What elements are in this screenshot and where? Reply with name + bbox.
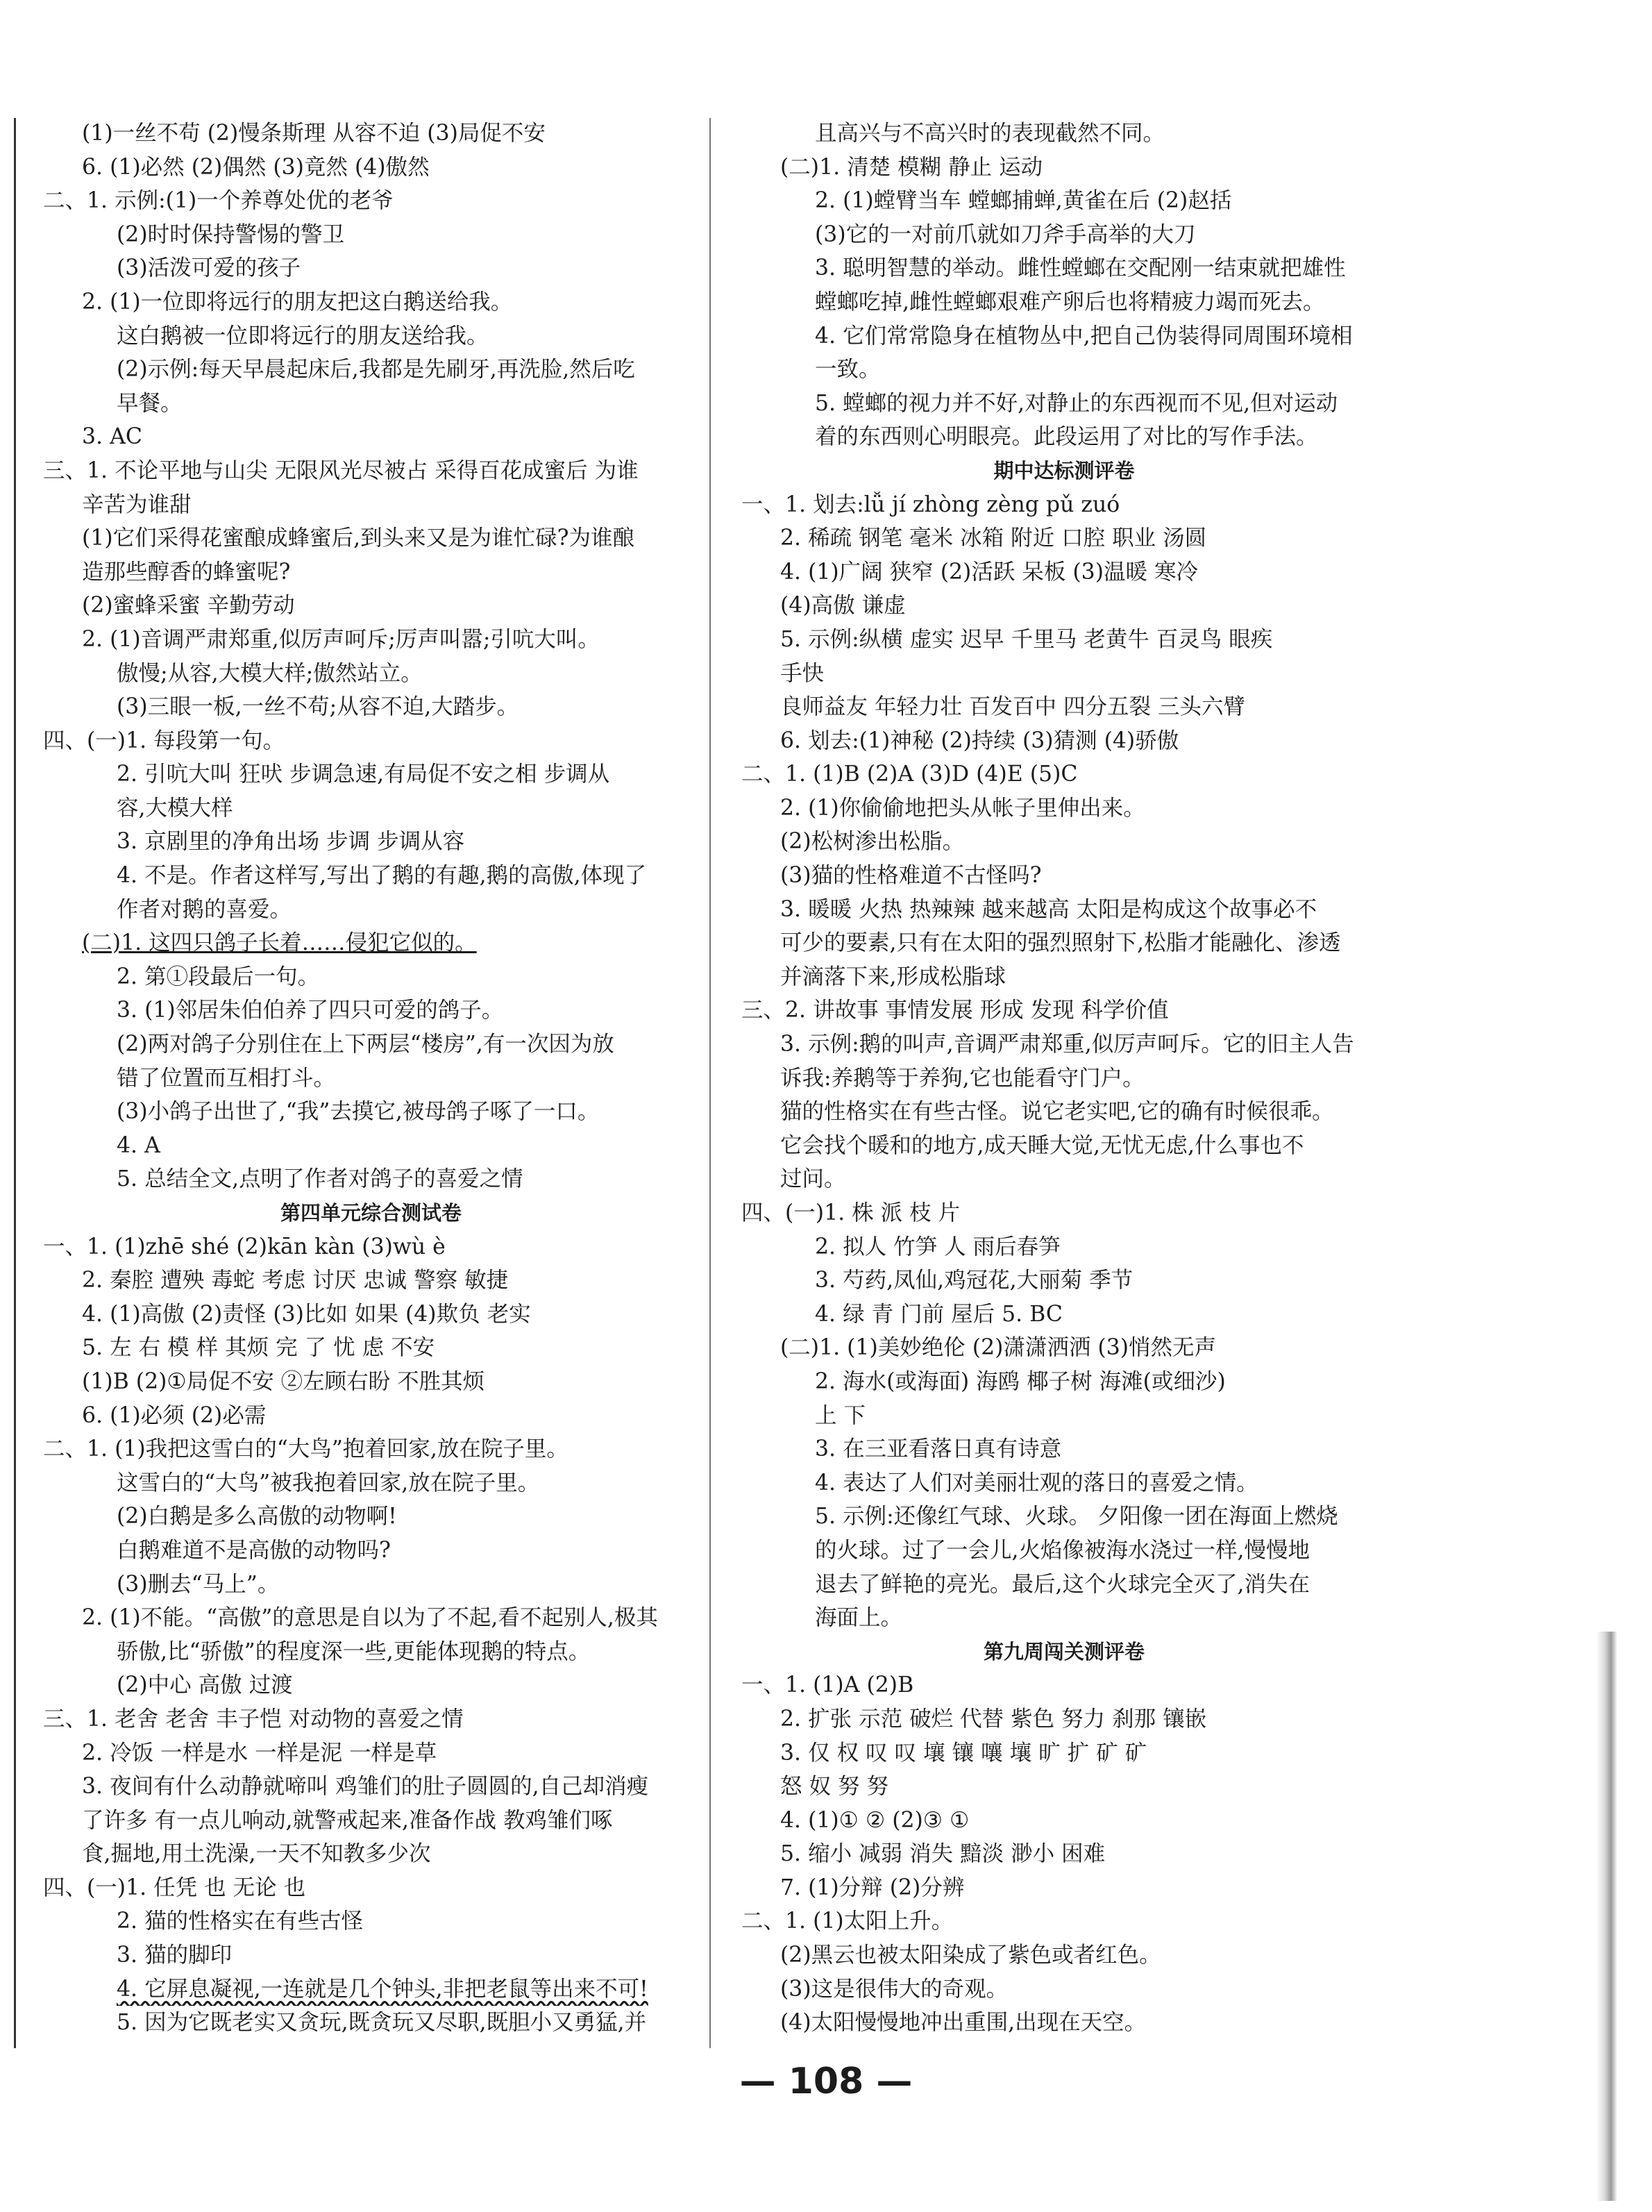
answer-text: (1)B (2)①局促不安 ②左顾右盼 不胜其烦 — [82, 1368, 485, 1394]
answer-line — [741, 555, 1387, 589]
answer-line — [741, 1264, 1387, 1298]
answer-line — [43, 724, 699, 758]
answer-text: 4. 它们常常隐身在植物丛中,把自己伪装得同周围环境相 — [815, 323, 1353, 349]
answer-text: 二、1. (1)太阳上升。 — [741, 1909, 954, 1934]
answer-text: 2. 第①段最后一句。 — [117, 964, 320, 989]
answer-line — [43, 1534, 699, 1568]
answer-line — [43, 555, 699, 589]
answer-text: 可少的要素,只有在太阳的强烈照射下,松脂才能融化、渗透 — [780, 930, 1341, 956]
answer-text: 错了位置而互相打斗。 — [117, 1065, 336, 1091]
answer-line — [741, 1837, 1387, 1871]
answer-line — [43, 690, 699, 724]
answer-text: (2)白鹅是多么高傲的动物啊! — [117, 1504, 397, 1530]
answer-line — [741, 690, 1387, 724]
answer-text: 2. 引吭大叫 狂吠 步调急速,有局促不安之相 步调从 — [117, 762, 610, 787]
answer-text: 四、(一)1. 株 派 枝 片 — [741, 1200, 961, 1225]
answer-text: 3. AC — [82, 424, 142, 450]
answer-text: (3)这是很伟大的奇观。 — [780, 1976, 1009, 2002]
answer-line — [43, 521, 699, 555]
answer-text: 6. 划去:(1)神秘 (2)持续 (3)猜测 (4)骄傲 — [780, 728, 1179, 753]
answer-text: (3)三眼一板,一丝不苟;从容不迫,大踏步。 — [117, 694, 519, 720]
answer-line — [43, 2006, 699, 2040]
answer-text: (1)它们采得花蜜酿成蜂蜜后,到头来又是为谁忙碌?为谁酿 — [82, 526, 635, 551]
answer-text: (二)1. 清楚 模糊 静止 运动 — [780, 154, 1043, 180]
answer-line — [741, 960, 1387, 994]
answer-text: 猫的性格实在有些古怪。说它老实吧,它的确有时候很乖。 — [780, 1099, 1334, 1125]
answer-line — [43, 1972, 699, 2006]
answer-text: (2)松树渗出松脂。 — [780, 829, 965, 855]
answer-line — [43, 757, 699, 791]
answer-line — [741, 1062, 1387, 1096]
answer-text: 5. 示例:纵横 虚实 迟早 千里马 老黄牛 百灵鸟 眼疾 — [780, 626, 1273, 652]
answer-line — [741, 724, 1387, 758]
answer-text: (2)中心 高傲 过渡 — [117, 1673, 293, 1698]
answer-text: 的火球。过了一会儿,火焰像被海水浇过一样,慢慢地 — [815, 1537, 1310, 1563]
answer-line — [43, 251, 699, 285]
answer-text: (2)时时保持警惕的警卫 — [117, 221, 345, 247]
answer-line — [43, 353, 699, 387]
answer-text: 5. 左 右 模 样 其烦 完 了 忧 虑 不安 — [82, 1335, 435, 1361]
answer-line — [43, 1871, 699, 1905]
answer-text: 4. 表达了人们对美丽壮观的落日的喜爱之情。 — [815, 1470, 1258, 1495]
answer-text: 4. 它屏息凝视,一连就是几个钟头,非把老鼠等出来不可! — [117, 1976, 648, 2002]
answer-text: 二、1. (1)B (2)A (3)D (4)E (5)C — [741, 762, 1078, 787]
answer-text: 4. 不是。作者这样写,写出了鹅的有趣,鹅的高傲,体现了 — [117, 863, 647, 889]
answer-text: 3. 聪明智慧的举动。雌性螳螂在交配刚一结束就把雄性 — [815, 255, 1346, 281]
answer-text: 3. 芍药,凤仙,鸡冠花,大丽菊 季节 — [815, 1268, 1133, 1293]
answer-line — [741, 1938, 1387, 1972]
answer-text: 三、2. 讲故事 事情发展 形成 发现 科学价值 — [741, 998, 1169, 1023]
section-heading — [43, 1196, 699, 1230]
answer-line — [741, 1162, 1387, 1196]
answer-line — [43, 1601, 699, 1635]
answer-text: 良师益友 年轻力壮 百发百中 四分五裂 三头六臂 — [780, 694, 1246, 720]
answer-text: (3)删去“马上”。 — [117, 1571, 280, 1597]
answer-text: 4. (1)高傲 (2)责怪 (3)比如 如果 (4)欺负 老实 — [82, 1301, 531, 1327]
answer-text: 怒 奴 努 努 — [780, 1774, 889, 1800]
answer-text: 三、1. 老舍 老舍 丰子恺 对动物的喜爱之情 — [43, 1706, 464, 1732]
answer-line — [43, 1365, 699, 1399]
answer-line — [741, 353, 1387, 387]
answer-line — [43, 1432, 699, 1466]
answer-text: 二、1. (1)我把这雪白的“大鸟”抱着回家,放在院子里。 — [43, 1436, 568, 1462]
answer-text: 2. (1)一位即将远行的朋友把这白鹅送给我。 — [82, 289, 513, 315]
answer-text: 4. (1)广阔 狭窄 (2)活跃 呆板 (3)温暖 寒冷 — [780, 559, 1198, 585]
answer-line — [43, 1770, 699, 1804]
answer-text: 2. (1)不能。“高傲”的意思是自以为了不起,看不起别人,极其 — [82, 1605, 658, 1631]
answer-line — [741, 791, 1387, 826]
answer-line — [741, 387, 1387, 421]
answer-line — [43, 825, 699, 859]
answer-line — [43, 1668, 699, 1702]
answer-line — [741, 1702, 1387, 1736]
answer-line — [43, 1331, 699, 1365]
answer-line — [43, 1028, 699, 1062]
answer-text: 5. 缩小 减弱 消失 黯淡 渺小 困难 — [780, 1841, 1106, 1867]
answer-line — [43, 454, 699, 488]
answer-text: (3)活泼可爱的孩子 — [117, 255, 301, 281]
answer-text: 三、1. 不论平地与山尖 无限风光尽被占 采得百花成蜜后 为谁 — [43, 458, 639, 483]
answer-text: 四、(一)1. 任凭 也 无论 也 — [43, 1875, 306, 1900]
answer-line — [741, 825, 1387, 859]
answer-text: 一、1. 划去:lǚ jí zhòng zèng pǔ zuó — [741, 492, 1120, 517]
answer-text: 了许多 有一点儿响动,就警戒起来,准备作战 教鸡雏们啄 — [82, 1807, 613, 1833]
answer-line — [741, 1534, 1387, 1568]
answer-line — [741, 657, 1387, 691]
answer-text: (二)1. 这四只鸽子长着……侵犯它似的。 — [82, 930, 477, 956]
answer-line — [43, 1466, 699, 1500]
answer-line — [43, 1264, 699, 1298]
answer-text: 这白鹅被一位即将远行的朋友送给我。 — [117, 323, 489, 349]
answer-text: 5. 示例:还像红气球、火球。 夕阳像一团在海面上燃烧 — [815, 1504, 1338, 1530]
answer-text: 且高兴与不高兴时的表现截然不同。 — [815, 121, 1165, 146]
answer-text: (4)高傲 谦虚 — [780, 593, 906, 619]
answer-line — [43, 1062, 699, 1096]
answer-line — [43, 589, 699, 623]
answer-line — [43, 319, 699, 353]
answer-text: 骄傲,比“骄傲”的程度深一些,更能体现鹅的特点。 — [117, 1639, 591, 1664]
answer-text: 手快 — [780, 660, 825, 686]
scan-edge-shadow — [1596, 1632, 1617, 2201]
answer-text: 3. 暖暖 火热 热辣辣 越来越高 太阳是构成这个故事必不 — [780, 896, 1317, 922]
answer-text: 过问。 — [780, 1166, 846, 1192]
answer-line — [43, 151, 699, 185]
answer-text: 作者对鹅的喜爱。 — [117, 896, 292, 922]
answer-text: 并滴落下来,形成松脂球 — [780, 964, 1006, 989]
answer-text: 4. (1)① ② (2)③ ① — [780, 1807, 970, 1833]
answer-text: 6. (1)必须 (2)必需 — [82, 1402, 267, 1428]
answer-text: 3. 仅 权 叹 叹 壤 镶 嚷 壤 旷 扩 矿 矿 — [780, 1740, 1147, 1766]
answer-text: (1)一丝不苟 (2)慢条斯理 从容不迫 (3)局促不安 — [82, 121, 546, 146]
answer-line — [741, 184, 1387, 218]
answer-line — [741, 1736, 1387, 1770]
answer-text: 7. (1)分辩 (2)分辨 — [780, 1875, 965, 1900]
answer-line — [43, 1938, 699, 1972]
answer-line — [43, 1298, 699, 1332]
answer-text: 3. 示例:鹅的叫声,音调严肃郑重,似厉声呵斥。它的旧主人告 — [780, 1032, 1354, 1057]
answer-text: (2)蜜蜂采蜜 辛勤劳动 — [82, 593, 295, 619]
answer-text: 5. 螳螂的视力并不好,对静止的东西视而不见,但对运动 — [815, 390, 1338, 416]
answer-line — [741, 218, 1387, 252]
section-heading-text: 第四单元综合测试卷 — [280, 1201, 462, 1225]
answer-text: 一、1. (1)zhē shé (2)kān kàn (3)wù è — [43, 1234, 446, 1259]
answer-text: 2. 稀疏 钢笔 毫米 冰箱 附近 口腔 职业 汤圆 — [780, 526, 1207, 551]
answer-text: 3. 京剧里的净角出场 步调 步调从容 — [117, 829, 465, 855]
answer-text: 它会找个暖和的地方,成天睡大觉,无忧无虑,什么事也不 — [780, 1132, 1304, 1158]
answer-line — [741, 1871, 1387, 1905]
answer-line — [741, 1095, 1387, 1129]
answer-line — [43, 1230, 699, 1264]
answer-line — [741, 1196, 1387, 1230]
answer-line — [741, 623, 1387, 657]
column-divider — [709, 118, 711, 2048]
answer-line — [43, 1837, 699, 1871]
answer-text: 3. (1)邻居朱伯伯养了四只可爱的鸽子。 — [117, 998, 504, 1023]
answer-text: (二)1. (1)美妙绝伦 (2)潇潇洒洒 (3)悄然无声 — [780, 1335, 1217, 1361]
answer-text: 2. 海水(或海面) 海鸥 椰子树 海滩(或细沙) — [815, 1368, 1226, 1394]
answer-line — [741, 1331, 1387, 1365]
answer-text: 3. 猫的脚印 — [117, 1943, 233, 1968]
answer-text: 2. (1)音调严肃郑重,似厉声呵斥;厉声叫嚣;引吭大叫。 — [82, 626, 600, 652]
answer-line — [741, 1028, 1387, 1062]
answer-line — [741, 1298, 1387, 1332]
answer-line — [741, 1804, 1387, 1838]
answer-line — [43, 1702, 699, 1736]
answer-line — [43, 1635, 699, 1669]
answer-text: 3. 在三亚看落日真有诗意 — [815, 1436, 1062, 1462]
answer-text: 容,大模大样 — [117, 795, 233, 821]
answer-line — [741, 521, 1387, 555]
answer-line — [741, 1904, 1387, 1938]
answer-text: 这雪白的“大鸟”被我抱着回家,放在院子里。 — [117, 1470, 540, 1495]
answer-text: 2. 猫的性格实在有些古怪 — [117, 1909, 364, 1934]
answer-line — [741, 1668, 1387, 1702]
answer-line — [741, 1365, 1387, 1399]
answer-line — [741, 859, 1387, 893]
page-number: — 108 — — [739, 2061, 913, 2102]
answer-line — [43, 184, 699, 218]
answer-line — [741, 1568, 1387, 1602]
answer-line — [43, 420, 699, 454]
answer-text: 2. (1)你偷偷地把头从帐子里伸出来。 — [780, 795, 1145, 821]
answer-line — [43, 488, 699, 522]
answer-line — [43, 1129, 699, 1163]
answer-line — [43, 1568, 699, 1602]
answer-line — [43, 926, 699, 960]
answer-line — [43, 859, 699, 893]
answer-line — [43, 117, 699, 151]
section-heading — [741, 454, 1387, 488]
answer-text: 白鹅难道不是高傲的动物吗? — [117, 1537, 391, 1563]
page-left-border — [14, 118, 16, 2048]
left-answer-column — [43, 117, 699, 2040]
answer-text: 6. (1)必然 (2)偶然 (3)竟然 (4)傲然 — [82, 154, 430, 180]
answer-text: (4)太阳慢慢地冲出重围,出现在天空。 — [780, 2010, 1147, 2036]
answer-text: 辛苦为谁甜 — [82, 492, 192, 517]
answer-text: (2)两对鸽子分别住在上下两层“楼房”,有一次因为放 — [117, 1032, 614, 1057]
section-heading-text: 期中达标测评卷 — [993, 458, 1135, 483]
answer-text: 4. A — [117, 1132, 160, 1158]
answer-line — [43, 623, 699, 657]
right-answer-column — [741, 117, 1387, 2040]
answer-line — [741, 319, 1387, 353]
answer-text: (3)它的一对前爪就如刀斧手高举的大刀 — [815, 221, 1196, 247]
answer-text: 2. 秦腔 遭殃 毒蛇 考虑 讨厌 忠诚 警察 敏捷 — [82, 1268, 509, 1293]
answer-line — [741, 1432, 1387, 1466]
answer-text: (3)小鸽子出世了,“我”去摸它,被母鸽子啄了一口。 — [117, 1099, 600, 1125]
answer-line — [741, 251, 1387, 285]
answer-line — [43, 994, 699, 1028]
answer-text: 海面上。 — [815, 1605, 903, 1631]
answer-text: (2)示例:每天早晨起床后,我都是先刷牙,再洗脸,然后吃 — [117, 357, 635, 383]
answer-text: 退去了鲜艳的亮光。最后,这个火球完全灭了,消失在 — [815, 1571, 1310, 1597]
answer-line — [43, 387, 699, 421]
answer-text: 2. 冷饭 一样是水 一样是泥 一样是草 — [82, 1740, 437, 1766]
answer-line — [741, 926, 1387, 960]
answer-line — [741, 757, 1387, 791]
answer-text: 早餐。 — [117, 390, 183, 416]
answer-line — [43, 1095, 699, 1129]
answer-line — [43, 1500, 699, 1534]
answer-text: 傲慢;从容,大模大样;傲然站立。 — [117, 660, 423, 686]
answer-line — [741, 117, 1387, 151]
answer-line — [43, 791, 699, 826]
answer-line — [741, 488, 1387, 522]
answer-text: 一致。 — [815, 357, 881, 383]
answer-line — [741, 1399, 1387, 1433]
answer-line — [43, 1162, 699, 1196]
answer-text: 3. 夜间有什么动静就啼叫 鸡雏们的肚子圆圆的,自己却消瘦 — [82, 1774, 649, 1800]
answer-text: 螳螂吃掉,雌性螳螂艰难产卵后也将精疲力竭而死去。 — [815, 289, 1325, 315]
answer-line — [741, 1466, 1387, 1500]
answer-line — [43, 657, 699, 691]
answer-text: (3)猫的性格难道不古怪吗? — [780, 863, 1042, 889]
answer-line — [741, 285, 1387, 319]
answer-line — [741, 1601, 1387, 1635]
answer-line — [43, 960, 699, 994]
answer-line — [741, 994, 1387, 1028]
answer-line — [741, 893, 1387, 927]
answer-line — [741, 151, 1387, 185]
answer-line — [43, 218, 699, 252]
answer-line — [43, 1804, 699, 1838]
answer-text: 5. 因为它既老实又贪玩,既贪玩又尽职,既胆小又勇猛,并 — [117, 2010, 647, 2036]
answer-text: 2. 扩张 示范 破烂 代替 紫色 努力 刹那 镶嵌 — [780, 1706, 1207, 1732]
answer-text: 食,掘地,用土洗澡,一天不知教多少次 — [82, 1841, 431, 1867]
answer-line — [741, 2006, 1387, 2040]
answer-text: 着的东西则心明眼亮。此段运用了对比的写作手法。 — [815, 424, 1318, 450]
answer-line — [43, 285, 699, 319]
answer-text: 4. 绿 青 门前 屋后 5. BC — [815, 1301, 1063, 1327]
answer-text: 造那些醇香的蜂蜜呢? — [82, 559, 291, 585]
answer-text: 诉我:养鹅等于养狗,它也能看守门户。 — [780, 1065, 1145, 1091]
answer-line — [43, 893, 699, 927]
answer-line — [741, 1500, 1387, 1534]
answer-line — [741, 420, 1387, 454]
answer-text: 5. 总结全文,点明了作者对鸽子的喜爱之情 — [117, 1166, 523, 1192]
answer-text: 2. (1)螳臂当车 螳螂捕蝉,黄雀在后 (2)赵括 — [815, 188, 1232, 214]
answer-line — [741, 1770, 1387, 1804]
answer-line — [741, 1230, 1387, 1264]
answer-text: 上 下 — [815, 1402, 866, 1428]
answer-text: 四、(一)1. 每段第一句。 — [43, 728, 285, 753]
answer-text: (2)黑云也被太阳染成了紫色或者红色。 — [780, 1943, 1161, 1968]
answer-line — [741, 589, 1387, 623]
answer-line — [43, 1399, 699, 1433]
section-heading — [741, 1635, 1387, 1669]
answer-text: 一、1. (1)A (2)B — [741, 1673, 914, 1698]
section-heading-text: 第九周闯关测评卷 — [983, 1639, 1145, 1664]
answer-line — [43, 1904, 699, 1938]
answer-line — [43, 1736, 699, 1770]
answer-text: 二、1. 示例:(1)一个养尊处优的老爷 — [43, 188, 394, 214]
answer-line — [741, 1972, 1387, 2006]
answer-line — [741, 1129, 1387, 1163]
answer-text: 2. 拟人 竹笋 人 雨后春笋 — [815, 1234, 1061, 1259]
